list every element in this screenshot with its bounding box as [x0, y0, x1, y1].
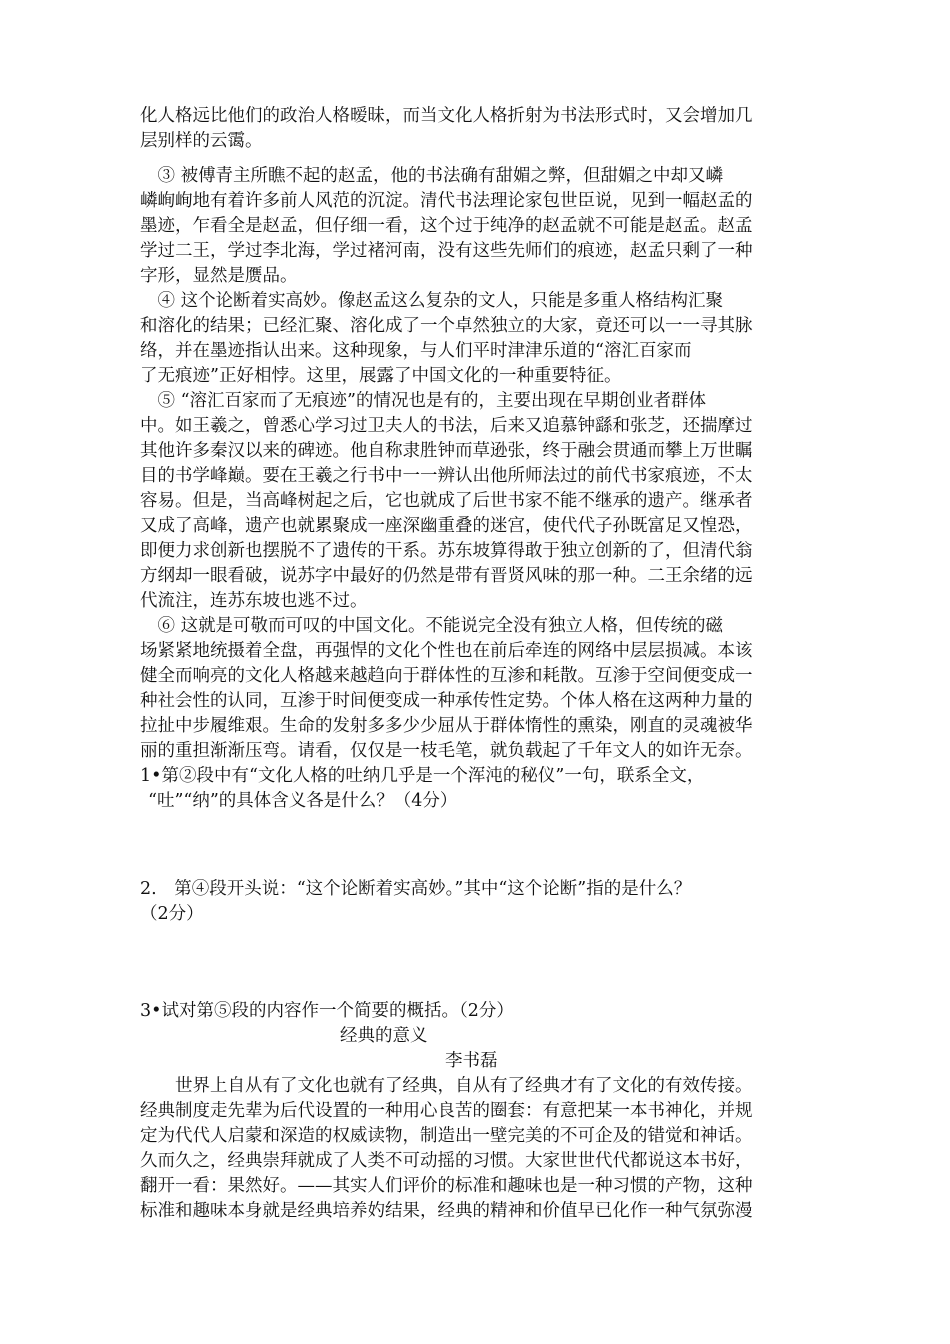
- paragraph-line: 世界上自从有了文化也就有了经典，自从有了经典才有了文化的有效传接。: [140, 1076, 753, 1096]
- paragraph-line: 和溶化的结果；已经汇聚、溶化成了一个卓然独立的大家，竟还可以一一寻其脉: [140, 316, 753, 336]
- paragraph-line: 学过二王，学过李北海，学过褚河南，没有这些先师们的痕迹，赵孟只剩了一种: [140, 241, 753, 261]
- paragraph-line: ⑥ 这就是可敬而可叹的中国文化。不能说完全没有独立人格，但传统的磁: [140, 616, 724, 636]
- paragraph-line: 代流注，连苏东坡也逃不过。: [140, 591, 368, 611]
- paragraph-line: 翻开一看：果然好。——其实人们评价的标准和趣味也是一种习惯的产物，这种: [140, 1176, 753, 1196]
- paragraph-line: 络，并在墨迹指认出来。这种现象，与人们平时津津乐道的“溶汇百家而: [140, 341, 692, 361]
- paragraph-line: 中。如王羲之，曾悉心学习过卫夫人的书法，后来又追慕钟繇和张芝，还揣摩过: [140, 416, 753, 436]
- article-author: 李书磊: [445, 1051, 498, 1071]
- paragraph-line: 字形，显然是赝品。: [140, 266, 298, 286]
- paragraph-line: 定为代代人启蒙和深造的权威读物，制造出一壁完美的不可企及的错觉和神话。: [140, 1126, 753, 1146]
- paragraph-line: 场紧紧地统摄着全盘，再强悍的文化个性也在前后牵连的网络中层层损减。本该: [140, 641, 753, 661]
- paragraph-line: ⑤ “溶汇百家而了无痕迹”的情况也是有的，主要出现在早期创业者群体: [140, 391, 706, 411]
- question-1: 1•第②段中有“文化人格的吐纳几乎是一个浑沌的秘仪”一句，联系全文，: [140, 766, 705, 786]
- paragraph-line: 目的书学峰巅。要在王羲之行书中一一辨认出他所师法过的前代书家痕迹，不太: [140, 466, 753, 486]
- paragraph-line: 又成了高峰，遗产也就累聚成一座深幽重叠的迷宫，使代代子孙既富足又惶恐，: [140, 516, 753, 536]
- paragraph-line: 久而久之，经典崇拜就成了人类不可动摇的习惯。大家世世代代都说这本书好，: [140, 1151, 753, 1171]
- paragraph-line: ④ 这个论断着实高妙。像赵孟这么复杂的文人，只能是多重人格结构汇聚: [140, 291, 724, 311]
- paragraph-line: 嶙峋峋地有着许多前人风范的沉淀。清代书法理论家包世臣说，见到一幅赵孟的: [140, 191, 753, 211]
- question-1-cont: “吐”“纳”的具体含义各是什么？（4分）: [148, 791, 458, 811]
- question-3: 3•试对第⑤段的内容作一个简要的概括。（2分）: [140, 1001, 514, 1021]
- paragraph-line: ③ 被傅青主所瞧不起的赵孟，他的书法确有甜媚之弊，但甜媚之中却又嶙: [140, 166, 724, 186]
- paragraph-line: 健全而响亮的文化人格越来越趋向于群体性的互渗和耗散。互渗于空间便变成一: [140, 666, 753, 686]
- paragraph-line: 了无痕迹”正好相悖。这里，展露了中国文化的一种重要特征。: [140, 366, 622, 386]
- paragraph-line: 方纲却一眼看破，说苏字中最好的仍然是带有晋贤风味的那一种。二王余绪的远: [140, 566, 753, 586]
- paragraph-line: 层别样的云霭。: [140, 131, 263, 151]
- paragraph-line: 标准和趣味本身就是经典培养妁结果，经典的精神和价值早已化作一种气氛弥漫: [140, 1201, 753, 1221]
- question-2-cont: （2分）: [140, 904, 204, 924]
- paragraph-line: 种社会性的认同，互渗于时间便变成一种承传性定势。个体人格在这两种力量的: [140, 691, 753, 711]
- paragraph-line: 化人格远比他们的政治人格暧昧，而当文化人格折射为书法形式时，又会增加几: [140, 106, 753, 126]
- paragraph-line: 经典制度走先辈为后代设置的一种用心良苦的圈套：有意把某一本书神化，并规: [140, 1101, 753, 1121]
- paragraph-line: 即便力求创新也摆脱不了遗传的干系。苏东坡算得敢于独立创新的了，但清代翁: [140, 541, 753, 561]
- article-title: 经典的意义: [340, 1026, 428, 1046]
- paragraph-line: 容易。但是，当高峰树起之后，它也就成了后世书家不能不继承的遗产。继承者: [140, 491, 753, 511]
- paragraph-line: 其他许多秦汉以来的碑迹。他自称隶胜钟而草逊张，终于融会贯通而攀上万世瞩: [140, 441, 753, 461]
- paragraph-line: 墨迹，乍看全是赵孟，但仔细一看，这个过于纯净的赵孟就不可能是赵孟。赵孟: [140, 216, 753, 236]
- question-2: 2. 第④段开头说：“这个论断着实高妙。”其中“这个论断”指的是什么？: [140, 879, 692, 899]
- paragraph-line: 拉扯中步履维艰。生命的发射多多少少屈从于群体惰性的熏染，刚直的灵魂被华: [140, 716, 753, 736]
- paragraph-line: 丽的重担渐渐压弯。请看，仅仅是一枝毛笔，就负载起了千年文人的如许无奈。: [140, 741, 753, 761]
